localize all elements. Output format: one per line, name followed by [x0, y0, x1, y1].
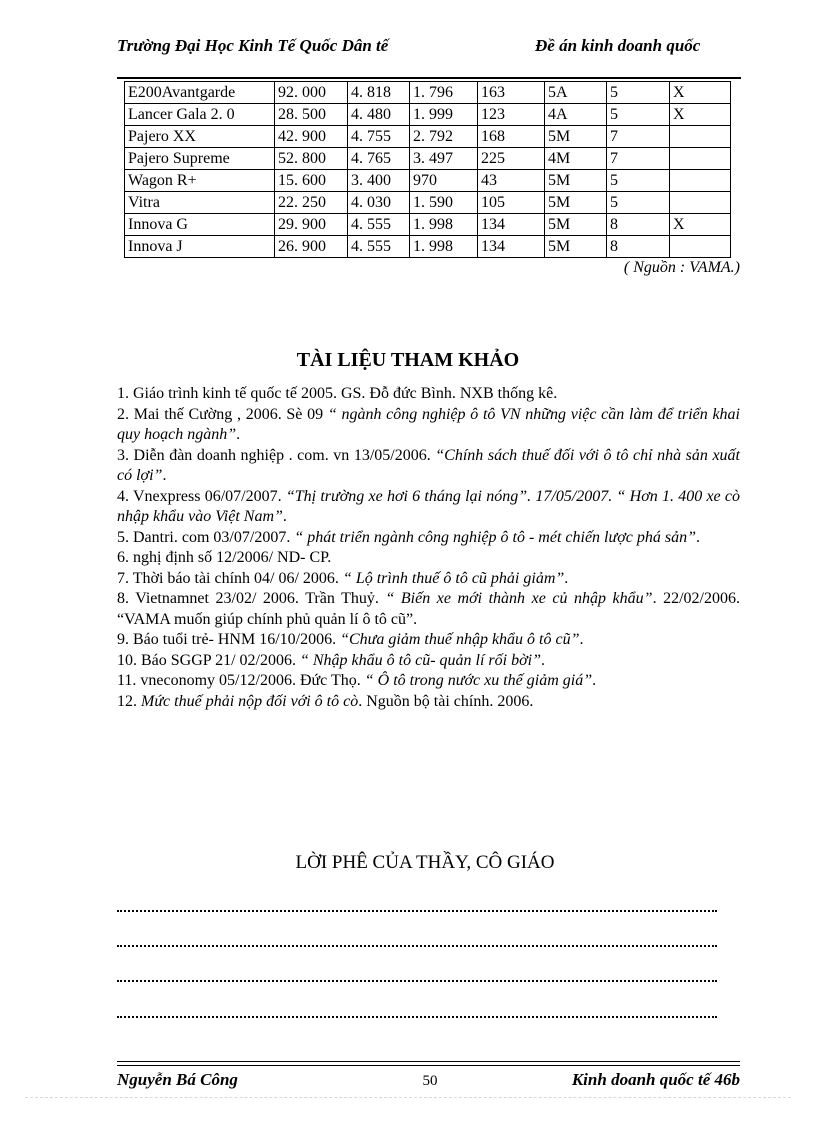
table-cell: X: [670, 214, 731, 236]
table-cell: Pajero Supreme: [125, 148, 275, 170]
table-cell: 970: [410, 170, 478, 192]
table-cell: 92. 000: [275, 82, 348, 104]
reference-tail: .: [579, 631, 584, 648]
table-cell: X: [670, 104, 731, 126]
table-cell: Vitra: [125, 192, 275, 214]
table-cell: X: [670, 82, 731, 104]
table-cell: 28. 500: [275, 104, 348, 126]
table-cell: E200Avantgarde: [125, 82, 275, 104]
table-cell: Innova J: [125, 236, 275, 258]
page-edge: [25, 1097, 791, 1098]
table-cell: 4M: [545, 148, 607, 170]
table-cell: 29. 900: [275, 214, 348, 236]
references-title: TÀI LIỆU THAM KHẢO: [296, 349, 520, 371]
table-cell: 5M: [545, 170, 607, 192]
reference-text: 11. vneconomy 05/12/2006. Đức Thọ.: [117, 672, 365, 689]
footer-class: Kinh doanh quốc tế 46b: [571, 1070, 740, 1089]
table-cell: 43: [478, 170, 545, 192]
table-cell: 5A: [545, 82, 607, 104]
reference-title: “Thị trường xe hơi 6 tháng lại nóng”. 17/05/2007. “ Hơn 1. 400 xe cò nhập khẩu vào Việt Nam”: [117, 487, 740, 525]
table-cell: Innova G: [125, 214, 275, 236]
table-row: [125, 126, 731, 148]
reference-text: 9. Báo tuổi trẻ- HNM 16/10/2006.: [117, 631, 341, 648]
table-cell: 4. 755: [348, 126, 410, 148]
table-cell: 22. 250: [275, 192, 348, 214]
table-cell: 3. 497: [410, 148, 478, 170]
table-row: [125, 192, 731, 214]
table-cell: 123: [478, 104, 545, 126]
footer-author: Nguyễn Bá Công: [117, 1070, 238, 1089]
table-cell: 5: [607, 104, 670, 126]
teacher-comment-title: LỜI PHÊ CỦA THẦY, CÔ GIÁO: [295, 852, 555, 873]
reference-item: [117, 589, 740, 630]
reference-title: “ Nhập khẩu ô tô cũ- quản lí rối bời”: [299, 651, 541, 669]
table-cell: 4A: [545, 104, 607, 126]
table-cell: 7: [607, 148, 670, 170]
reference-title: “ Biến xe mới thành xe củ nhập khẩu”: [385, 590, 653, 607]
reference-tail: .: [282, 508, 287, 525]
table-cell: 26. 900: [275, 236, 348, 258]
table-source-note: ( Nguồn : VAMA.): [623, 259, 740, 276]
table-cell: 4. 765: [348, 148, 410, 170]
page-number: 50: [422, 1073, 438, 1089]
table-cell: 4. 818: [348, 82, 410, 104]
reference-text: 4. Vnexpress 06/07/2007.: [117, 487, 286, 505]
table-cell: [670, 126, 731, 148]
table-cell: 3. 400: [348, 170, 410, 192]
table-body: [125, 82, 731, 258]
table-cell: 2. 792: [410, 126, 478, 148]
reference-item: [117, 384, 740, 405]
reference-title: “ Ô tô trong nước xu thế giảm giá”: [364, 672, 593, 689]
references-list: [117, 384, 740, 712]
table-row: [125, 236, 731, 258]
table-row: [125, 148, 731, 170]
reference-text: 5. Dantri. com 03/07/2007.: [117, 528, 295, 546]
table-row: [125, 170, 731, 192]
table-cell: 5: [607, 192, 670, 214]
reference-item: [117, 528, 740, 549]
table-cell: 134: [478, 236, 545, 258]
table-cell: 105: [478, 192, 545, 214]
table-cell: 4. 030: [348, 192, 410, 214]
table-cell: [670, 236, 731, 258]
header-school: Trường Đại Học Kinh Tế Quốc Dân tế: [117, 36, 389, 55]
table-row: [125, 214, 731, 236]
comment-line: [117, 962, 717, 982]
reference-item: [117, 671, 740, 692]
car-spec-table: [124, 81, 731, 258]
table-cell: 5M: [545, 192, 607, 214]
reference-title: “ ngành công nghiệp ô tô VN những việc cần làm để triển khai quy hoạch ngành”: [117, 405, 741, 443]
reference-item: [117, 569, 740, 590]
table-cell: 1. 796: [410, 82, 478, 104]
header-project-title: Đề án kinh doanh quốc: [535, 36, 701, 55]
reference-tail: . 22/02/2006. “VAMA muốn giúp chính phủ quản lí ô tô cũ”.: [117, 590, 741, 628]
table-cell: 1. 998: [410, 236, 478, 258]
table-cell: [670, 192, 731, 214]
table-cell: 7: [607, 126, 670, 148]
table-cell: 4. 555: [348, 236, 410, 258]
reference-tail: .: [540, 651, 545, 669]
reference-item: [117, 651, 740, 672]
table-row: [125, 82, 731, 104]
table-cell: [670, 170, 731, 192]
table-cell: 1. 590: [410, 192, 478, 214]
reference-item: [117, 446, 740, 487]
reference-text: 1. Giáo trình kinh tế quốc tế 2005. GS. Đỗ đức Bình. NXB thống kê.: [117, 385, 558, 402]
table-cell: 52. 800: [275, 148, 348, 170]
reference-text: 6. nghị định số 12/2006/ ND- CP.: [117, 549, 332, 566]
reference-item: [117, 692, 740, 713]
table-cell: 5M: [545, 214, 607, 236]
table-cell: 1. 998: [410, 214, 478, 236]
table-cell: Lancer Gala 2. 0: [125, 104, 275, 126]
reference-tail: .: [592, 672, 597, 689]
table-cell: Pajero XX: [125, 126, 275, 148]
table-row: [125, 104, 731, 126]
reference-text: 3. Diễn đàn doanh nghiệp . com. vn 13/05/2006.: [117, 446, 436, 464]
table-cell: 4. 555: [348, 214, 410, 236]
table-cell: 1. 999: [410, 104, 478, 126]
footer-divider: [117, 1061, 740, 1062]
table-cell: 15. 600: [275, 170, 348, 192]
footer-divider: [117, 1065, 740, 1066]
reference-item: [117, 548, 740, 569]
table-cell: 8: [607, 214, 670, 236]
reference-title: “ Lộ trình thuế ô tô cũ phải giảm”: [342, 569, 565, 587]
reference-tail: . Nguồn bộ tài chính. 2006.: [358, 692, 534, 710]
reference-title: “Chính sách thuế đối với ô tô chỉ nhà sản xuất có lợi”: [117, 446, 741, 484]
reference-text: 10. Báo SGGP 21/ 02/2006.: [117, 651, 300, 669]
table-cell: Wagon R+: [125, 170, 275, 192]
table-cell: 5: [607, 170, 670, 192]
reference-text: 8. Vietnamnet 23/02/ 2006. Trần Thuỷ.: [117, 590, 386, 607]
reference-tail: .: [695, 528, 700, 546]
reference-tail: .: [236, 426, 241, 443]
table-cell: 225: [478, 148, 545, 170]
table-cell: 5M: [545, 236, 607, 258]
table-cell: 4. 480: [348, 104, 410, 126]
header-divider: [117, 77, 741, 79]
table-cell: 5M: [545, 126, 607, 148]
reference-title: “ phát triển ngành công nghiệp ô tô - mét chiến lược phá sản”: [294, 528, 696, 546]
table-cell: 168: [478, 126, 545, 148]
reference-title: Mức thuế phải nộp đối với ô tô cò: [141, 692, 359, 710]
table-cell: 134: [478, 214, 545, 236]
reference-text: 2. Mai thế Cường , 2006. Sè 09: [117, 405, 328, 423]
table-cell: [670, 148, 731, 170]
comment-line: [117, 892, 717, 912]
table-cell: 163: [478, 82, 545, 104]
table-cell: 5: [607, 82, 670, 104]
reference-tail: .: [564, 569, 569, 587]
reference-title: “Chưa giảm thuế nhập khẩu ô tô cũ”: [340, 631, 580, 648]
reference-item: [117, 405, 740, 446]
reference-tail: .: [162, 467, 167, 484]
reference-text: 7. Thời báo tài chính 04/ 06/ 2006.: [117, 569, 343, 587]
reference-item: [117, 630, 740, 651]
table-cell: 42. 900: [275, 126, 348, 148]
comment-line: [117, 998, 717, 1018]
table-cell: 8: [607, 236, 670, 258]
reference-text: 12.: [117, 692, 141, 710]
comment-line: [117, 927, 717, 947]
reference-item: [117, 487, 740, 528]
